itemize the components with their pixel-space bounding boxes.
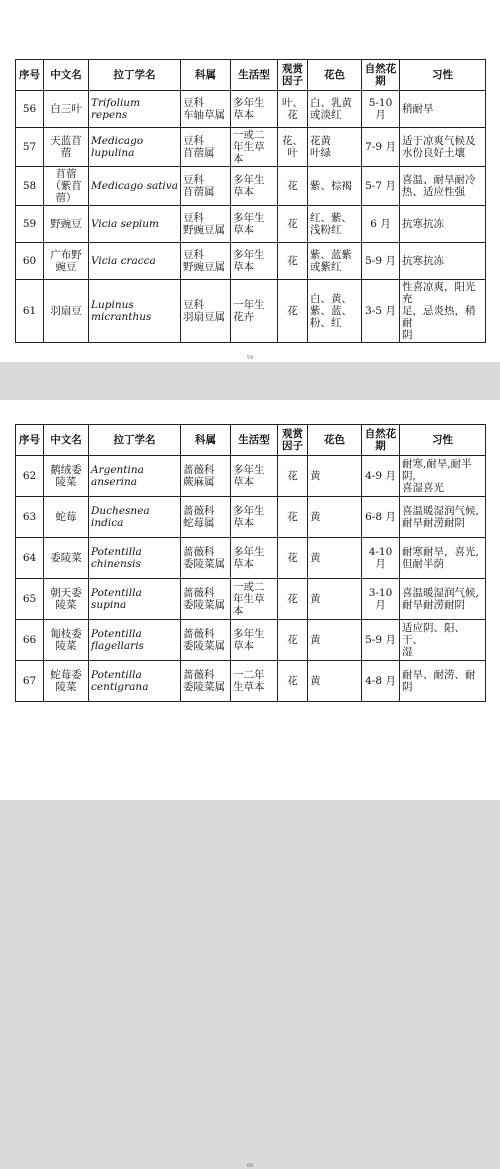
cell-family-genus: 豆科 车轴草属 — [181, 91, 231, 128]
cell-latin-name: Duchesnea indica — [89, 497, 181, 538]
page-number: 60 — [246, 1163, 254, 1169]
cell-latin-name: Potentilla chinensis — [89, 538, 181, 579]
column-header: 中文名 — [44, 60, 89, 91]
cell-flowering-period: 4-8 月 — [362, 661, 400, 702]
cell-flowering-period: 3-5 月 — [362, 280, 400, 343]
cell-latin-name: Medicago lupulina — [89, 128, 181, 167]
cell-life-form: 多年生 草本 — [231, 206, 278, 243]
plant-table-page-60 — [15, 424, 486, 702]
cell-chinese-name: 鹅绒委 陵菜 — [44, 456, 89, 497]
column-header: 序号 — [16, 425, 44, 456]
table-header-row — [16, 425, 486, 456]
cell-flowering-period: 4-10 月 — [362, 538, 400, 579]
column-header: 科属 — [181, 425, 231, 456]
cell-flowering-period: 5-9 月 — [362, 620, 400, 661]
cell-serial-number: 57 — [16, 128, 44, 167]
cell-flower-color: 红、紫、 浅粉红 — [308, 206, 362, 243]
cell-family-genus: 蔷薇科 蕨麻属 — [181, 456, 231, 497]
table-row — [16, 280, 486, 343]
cell-chinese-name: 广布野 豌豆 — [44, 243, 89, 280]
cell-life-form: 一或二 年生草 本 — [231, 128, 278, 167]
cell-latin-name: Potentilla centigrana — [89, 661, 181, 702]
column-header: 花色 — [308, 425, 362, 456]
cell-flower-color: 黄 — [308, 538, 362, 579]
cell-ornamental-factor: 花 — [278, 280, 308, 343]
column-header: 自然花期 — [362, 60, 400, 91]
page-number: 59 — [246, 355, 254, 361]
cell-life-form: 一二年 生草本 — [231, 661, 278, 702]
document-page-59 — [0, 0, 500, 362]
cell-family-genus: 豆科 苜蓿属 — [181, 128, 231, 167]
cell-family-genus: 蔷薇科 委陵菜属 — [181, 579, 231, 620]
cell-life-form: 一或二 年生草 本 — [231, 579, 278, 620]
cell-flower-color: 黄 — [308, 661, 362, 702]
cell-flowering-period: 5-10 月 — [362, 91, 400, 128]
table-header-row — [16, 60, 486, 91]
cell-family-genus: 蔷薇科 委陵菜属 — [181, 661, 231, 702]
cell-chinese-name: 蛇莓 — [44, 497, 89, 538]
cell-serial-number: 63 — [16, 497, 44, 538]
cell-family-genus: 豆科 野豌豆属 — [181, 206, 231, 243]
cell-family-genus: 蔷薇科 蛇莓属 — [181, 497, 231, 538]
cell-life-form: 多年生 草本 — [231, 620, 278, 661]
column-header: 拉丁学名 — [89, 425, 181, 456]
column-header: 拉丁学名 — [89, 60, 181, 91]
table-row — [16, 620, 486, 661]
column-header: 观赏因子 — [278, 60, 308, 91]
cell-chinese-name: 野豌豆 — [44, 206, 89, 243]
cell-ornamental-factor: 花 — [278, 661, 308, 702]
cell-life-form: 多年生 草本 — [231, 538, 278, 579]
cell-habit: 耐旱、耐涝、耐阴 — [400, 661, 486, 702]
table-row — [16, 579, 486, 620]
cell-flowering-period: 4-9 月 — [362, 456, 400, 497]
cell-latin-name: Trifolium repens — [89, 91, 181, 128]
column-header: 序号 — [16, 60, 44, 91]
cell-serial-number: 66 — [16, 620, 44, 661]
cell-life-form: 多年生 草本 — [231, 91, 278, 128]
cell-flower-color: 花黄 叶绿 — [308, 128, 362, 167]
cell-serial-number: 58 — [16, 167, 44, 206]
cell-flowering-period: 6 月 — [362, 206, 400, 243]
cell-flowering-period: 5-9 月 — [362, 243, 400, 280]
table-row — [16, 497, 486, 538]
cell-ornamental-factor: 花 — [278, 243, 308, 280]
cell-chinese-name: 白三叶 — [44, 91, 89, 128]
cell-flower-color: 白、乳黄 或淡红 — [308, 91, 362, 128]
table-row — [16, 456, 486, 497]
cell-ornamental-factor: 花 — [278, 497, 308, 538]
cell-serial-number: 56 — [16, 91, 44, 128]
cell-latin-name: Medicago sativa — [89, 167, 181, 206]
cell-family-genus: 蔷薇科 委陵菜属 — [181, 620, 231, 661]
table-body — [16, 456, 486, 702]
cell-flower-color: 紫、棕褐 — [308, 167, 362, 206]
cell-ornamental-factor: 花 — [278, 206, 308, 243]
page-gap — [0, 362, 500, 400]
table-row — [16, 128, 486, 167]
cell-ornamental-factor: 花、叶 — [278, 128, 308, 167]
cell-life-form: 多年生 草本 — [231, 497, 278, 538]
cell-serial-number: 62 — [16, 456, 44, 497]
cell-habit: 喜温、耐旱耐冷 热、适应性强 — [400, 167, 486, 206]
cell-chinese-name: 苜蓿 （紫苜 蓿） — [44, 167, 89, 206]
column-header: 自然花期 — [362, 425, 400, 456]
table-row — [16, 167, 486, 206]
column-header: 生活型 — [231, 425, 278, 456]
cell-habit: 适于凉爽气候及 水份良好土壤 — [400, 128, 486, 167]
cell-ornamental-factor: 花 — [278, 456, 308, 497]
table-row — [16, 206, 486, 243]
cell-serial-number: 59 — [16, 206, 44, 243]
table-row — [16, 243, 486, 280]
cell-flower-color: 黄 — [308, 456, 362, 497]
column-header: 生活型 — [231, 60, 278, 91]
cell-chinese-name: 羽扇豆 — [44, 280, 89, 343]
cell-ornamental-factor: 花 — [278, 579, 308, 620]
cell-habit: 喜温暖湿润气候, 耐旱耐涝耐阴 — [400, 497, 486, 538]
cell-latin-name: Lupinus micranthus — [89, 280, 181, 343]
cell-flowering-period: 7-9 月 — [362, 128, 400, 167]
column-header: 观赏因子 — [278, 425, 308, 456]
cell-flowering-period: 3-10 月 — [362, 579, 400, 620]
cell-flower-color: 黄 — [308, 579, 362, 620]
cell-serial-number: 61 — [16, 280, 44, 343]
cell-habit: 抗寒抗冻 — [400, 243, 486, 280]
cell-ornamental-factor: 花 — [278, 620, 308, 661]
cell-flower-color: 黄 — [308, 620, 362, 661]
cell-habit: 稍耐旱 — [400, 91, 486, 128]
cell-flower-color: 黄 — [308, 497, 362, 538]
cell-flowering-period: 6-8 月 — [362, 497, 400, 538]
cell-family-genus: 豆科 野豌豆属 — [181, 243, 231, 280]
cell-habit: 喜温暖湿润气候, 耐旱耐涝耐阴 — [400, 579, 486, 620]
cell-ornamental-factor: 花 — [278, 167, 308, 206]
table-row — [16, 661, 486, 702]
cell-family-genus: 蔷薇科 委陵菜属 — [181, 538, 231, 579]
column-header: 花色 — [308, 60, 362, 91]
cell-chinese-name: 朝天委 陵菜 — [44, 579, 89, 620]
cell-latin-name: Potentilla supina — [89, 579, 181, 620]
column-header: 习性 — [400, 60, 486, 91]
table-row — [16, 91, 486, 128]
cell-serial-number: 65 — [16, 579, 44, 620]
cell-serial-number: 60 — [16, 243, 44, 280]
cell-family-genus: 豆科 羽扇豆属 — [181, 280, 231, 343]
cell-flowering-period: 5-7 月 — [362, 167, 400, 206]
cell-flower-color: 白、黄、 紫、蓝、 粉、红 — [308, 280, 362, 343]
cell-habit: 抗寒抗冻 — [400, 206, 486, 243]
cell-chinese-name: 天蓝苜 蓿 — [44, 128, 89, 167]
cell-life-form: 多年生 草本 — [231, 167, 278, 206]
cell-ornamental-factor: 花 — [278, 538, 308, 579]
cell-habit: 耐寒,耐旱,耐半阴, 喜湿喜光 — [400, 456, 486, 497]
cell-serial-number: 64 — [16, 538, 44, 579]
column-header: 习性 — [400, 425, 486, 456]
cell-ornamental-factor: 叶、花 — [278, 91, 308, 128]
cell-latin-name: Potentilla flagellaris — [89, 620, 181, 661]
cell-latin-name: Vicia sepium — [89, 206, 181, 243]
table-row — [16, 538, 486, 579]
cell-latin-name: Vicia cracca — [89, 243, 181, 280]
plant-table-page-59 — [15, 59, 486, 343]
document-page-60 — [0, 400, 500, 1169]
cell-habit: 性喜凉爽，阳光充 足，忌炎热，稍耐 阴 — [400, 280, 486, 343]
column-header: 中文名 — [44, 425, 89, 456]
cell-chinese-name: 委陵菜 — [44, 538, 89, 579]
column-header: 科属 — [181, 60, 231, 91]
cell-family-genus: 豆科 苜蓿属 — [181, 167, 231, 206]
cell-habit: 适应阴、阳、干、 湿 — [400, 620, 486, 661]
cell-life-form: 多年生 草本 — [231, 456, 278, 497]
cell-chinese-name: 匍枝委 陵菜 — [44, 620, 89, 661]
cell-habit: 耐寒耐旱，喜光, 但耐半荫 — [400, 538, 486, 579]
cell-chinese-name: 蛇莓委 陵菜 — [44, 661, 89, 702]
cell-flower-color: 紫、蓝紫 或紫红 — [308, 243, 362, 280]
cell-life-form: 多年生 草本 — [231, 243, 278, 280]
table-body — [16, 91, 486, 343]
cell-life-form: 一年生 花卉 — [231, 280, 278, 343]
cell-serial-number: 67 — [16, 661, 44, 702]
cell-latin-name: Argentina anserina — [89, 456, 181, 497]
